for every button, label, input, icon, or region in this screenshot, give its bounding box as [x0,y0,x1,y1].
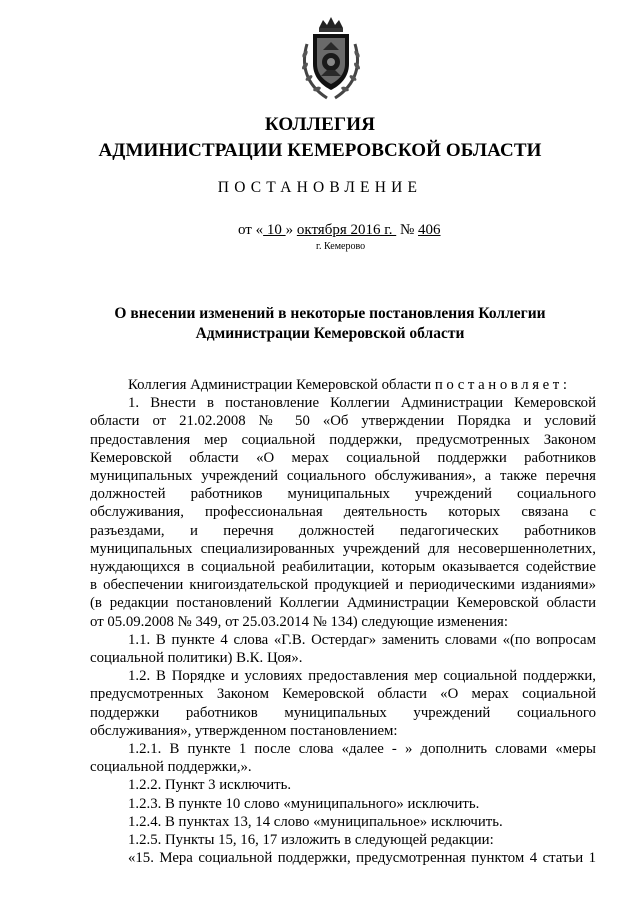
body-line: 1. Внести в постановление Коллегии Администрации Кемеровской [128,395,596,412]
subject-line-2: Администрации Кемеровской области [195,325,465,342]
body-line: социальной политики) В.К. Цоя». [90,650,303,667]
document-subject [60,304,600,344]
date-day: 10 [263,222,286,238]
body-line: предусмотренных Законом Кемеровской области «О мерах социальной [90,686,596,703]
body-line: обслуживания, профессиональная деятельность которых связана с [90,504,596,521]
body-line: 1.1. В пункте 4 слова «Г.В. Остердаг» заменить словами «(по вопросам [128,631,596,648]
org-title-line1: КОЛЛЕГИЯ [264,114,376,135]
city-label: г. Кемерово [316,241,366,252]
date-month-year: октября 2016 г. [296,222,397,238]
body-line: 1.2. В Порядке и условиях предоставления мер социальной поддержки, [128,668,596,685]
body-line: «15. Мера социальной поддержки, предусмотренная пунктом 4 статьи 1 [128,850,596,867]
date-prefix: от « [238,222,264,238]
body-line: муниципальных учреждений социального обслуживания», а также перечня [90,468,596,485]
body-line: нуждающихся в социальной реабилитации, которым оказывается содействие [90,559,596,576]
body-line: должностей работников муниципальных учреждений социального [90,486,596,503]
intro-text: Коллегия Администрации Кемеровской области [128,377,432,393]
body-line: (в редакции постановлений Коллегии Администрации Кемеровской области [90,595,596,612]
body-line: 1.2.4. В пунктах 13, 14 слово «муниципальное» исключить. [128,813,503,830]
body-line: 1.2.1. В пункте 1 после слова «далее - » дополнить словами «меры [128,741,596,758]
body-line: предоставления мер социальной поддержки, предусмотренных Законом [90,431,596,448]
body-line: 1.2.3. В пункте 10 слово «муниципального» исключить. [128,795,480,812]
body-line: Кемеровской области «О мерах социальной поддержки работников [90,449,596,466]
body-line: разъездами, и перечня должностей педагогических работников [90,522,596,539]
body-line: области от 21.02.2008 № 50 «Об утверждении Порядка и условий [90,413,596,430]
intro-line [90,376,596,394]
date-number-line [238,222,441,239]
number-sign: № [399,222,415,238]
date-mid: » [285,222,297,238]
body-line: 1.2.5. Пункты 15, 16, 17 изложить в следующей редакции: [128,832,494,849]
body-line: обслуживания», утвержденном постановлением: [90,722,398,739]
body-line: в обеспечении книгоиздательской продукцией и периодическими изданиями» [90,577,596,594]
intro-verb: постановляет: [434,377,571,393]
document-number: 406 [418,222,441,238]
coat-of-arms-emblem [297,14,365,102]
document-body [90,376,596,867]
body-line: поддержки работников муниципальных учреждений социального [90,704,596,721]
body-line: социальной поддержки,». [90,759,252,776]
org-title-line2: АДМИНИСТРАЦИИ КЕМЕРОВСКОЙ ОБЛАСТИ [98,140,542,161]
body-line: муниципальных специализированных учреждений для несовершеннолетних, [90,540,596,557]
body-line: от 05.09.2008 № 349, от 25.03.2014 № 134) следующие изменения: [90,613,508,630]
subject-line-1: О внесении изменений в некоторые постановления Коллегии [114,305,546,322]
body-line: 1.2.2. Пункт 3 исключить. [128,777,292,794]
document-type: ПОСТАНОВЛЕНИЕ [217,179,423,196]
